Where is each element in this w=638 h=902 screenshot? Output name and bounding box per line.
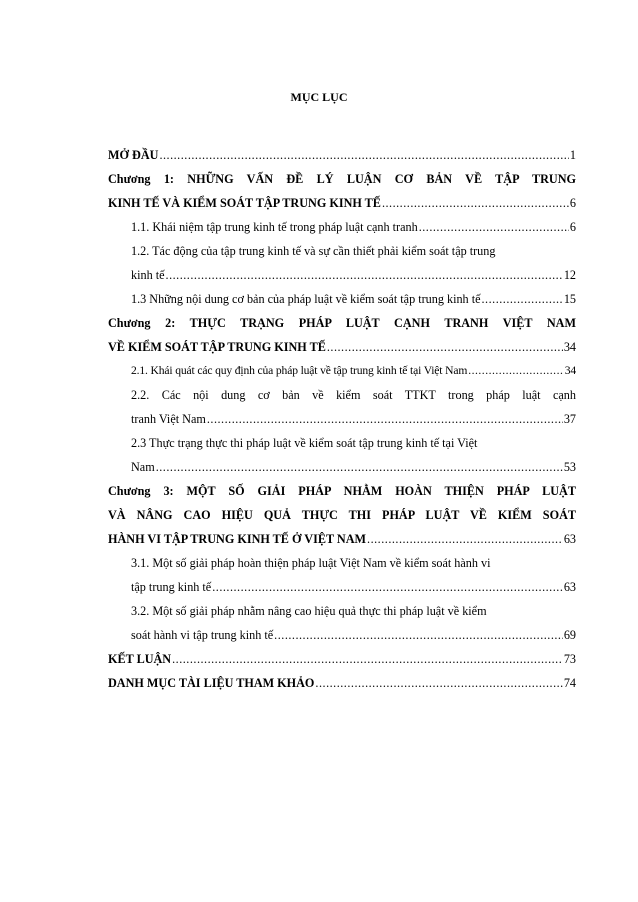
dot-leader xyxy=(382,191,569,215)
toc-section-1-2-line-2[interactable] xyxy=(108,263,576,287)
toc-entry-references[interactable] xyxy=(108,671,576,695)
toc-entry-intro[interactable] xyxy=(108,143,576,167)
toc-entry-label: Nam xyxy=(131,460,155,474)
toc-chapter-3-line-3[interactable] xyxy=(108,527,576,551)
toc-page-number: 74 xyxy=(563,676,576,690)
toc-entry-label: kinh tế xyxy=(131,268,165,282)
toc-section-3-2-line-2[interactable] xyxy=(108,623,576,647)
dot-leader xyxy=(468,359,564,383)
toc-section-2-1[interactable] xyxy=(108,359,576,383)
toc-chapter-3-line-2[interactable]: VÀ NÂNG CAO HIỆU QUẢ THỰC THI PHÁP LUẬT VỀ KIỂM SOÁT xyxy=(108,508,576,522)
toc-page-number: 37 xyxy=(563,412,576,426)
toc-page-number: 6 xyxy=(569,196,576,210)
toc-page-number: 63 xyxy=(563,532,576,546)
toc-section-2-2-line-2[interactable] xyxy=(108,407,576,431)
dot-leader xyxy=(419,215,569,239)
toc-section-3-1-line-1[interactable]: 3.1. Một số giải pháp hoàn thiện pháp luật Việt Nam về kiểm soát hành vi xyxy=(131,556,491,570)
toc-page-number: 69 xyxy=(563,628,576,642)
table-of-contents xyxy=(108,143,576,695)
dot-leader xyxy=(156,455,563,479)
dot-leader xyxy=(159,143,568,167)
toc-entry-label: MỞ ĐẦU xyxy=(108,148,159,162)
toc-entry-label: KẾT LUẬN xyxy=(108,652,172,666)
dot-leader xyxy=(274,623,563,647)
toc-page-number: 34 xyxy=(564,364,576,377)
toc-chapter-2-line-1[interactable]: Chương 2: THỰC TRẠNG PHÁP LUẬT CẠNH TRANH VIỆT NAM xyxy=(108,316,576,330)
dot-leader xyxy=(207,407,563,431)
toc-entry-label: tập trung kinh tế xyxy=(131,580,212,594)
toc-section-2-3-line-1[interactable]: 2.3 Thực trạng thực thi pháp luật về kiểm soát tập trung kinh tế tại Việt xyxy=(131,436,478,450)
dot-leader xyxy=(166,263,563,287)
toc-entry-label: DANH MỤC TÀI LIỆU THAM KHẢO xyxy=(108,676,315,690)
toc-entry-label: 1.1. Khái niệm tập trung kinh tế trong pháp luật cạnh tranh xyxy=(131,220,418,234)
toc-chapter-1-line-2[interactable] xyxy=(108,191,576,215)
toc-entry-label: 2.1. Khái quát các quy định của pháp luật về tập trung kinh tế tại Việt Nam xyxy=(131,364,468,377)
toc-entry-conclusion[interactable] xyxy=(108,647,576,671)
toc-section-1-3[interactable] xyxy=(108,287,576,311)
dot-leader xyxy=(482,287,563,311)
toc-entry-label: HÀNH VI TẬP TRUNG KINH TẾ Ở VIỆT NAM xyxy=(108,532,367,546)
toc-page-number: 73 xyxy=(563,652,576,666)
toc-page-number: 1 xyxy=(569,148,576,162)
toc-section-1-2-line-1[interactable]: 1.2. Tác động của tập trung kinh tế và sự cần thiết phải kiểm soát tập trung xyxy=(131,244,496,258)
page-title: MỤC LỤC xyxy=(290,90,348,104)
dot-leader xyxy=(367,527,563,551)
toc-section-3-1-line-2[interactable] xyxy=(108,575,576,599)
toc-page-number: 15 xyxy=(563,292,576,306)
toc-section-2-2-line-1[interactable]: 2.2. Các nội dung cơ bản về kiểm soát TTKT trong pháp luật cạnh xyxy=(131,388,576,402)
toc-section-1-1[interactable] xyxy=(108,215,576,239)
dot-leader xyxy=(315,671,562,695)
toc-page-number: 6 xyxy=(569,220,576,234)
toc-entry-label: KINH TẾ VÀ KIỂM SOÁT TẬP TRUNG KINH TẾ xyxy=(108,196,381,210)
dot-leader xyxy=(172,647,563,671)
toc-chapter-1-line-1[interactable]: Chương 1: NHỮNG VẤN ĐỀ LÝ LUẬN CƠ BẢN VỀ TẬP TRUNG xyxy=(108,172,576,186)
toc-chapter-3-line-1[interactable]: Chương 3: MỘT SỐ GIẢI PHÁP NHẰM HOÀN THIỆN PHÁP LUẬT xyxy=(108,484,576,498)
toc-chapter-2-line-2[interactable] xyxy=(108,335,576,359)
toc-entry-label: 1.3 Những nội dung cơ bản của pháp luật về kiểm soát tập trung kinh tế xyxy=(131,292,481,306)
toc-entry-label: tranh Việt Nam xyxy=(131,412,206,426)
toc-entry-label: VỀ KIỂM SOÁT TẬP TRUNG KINH TẾ xyxy=(108,340,326,354)
toc-section-2-3-line-2[interactable] xyxy=(108,455,576,479)
toc-page-number: 63 xyxy=(563,580,576,594)
toc-page-number: 34 xyxy=(563,340,576,354)
dot-leader xyxy=(327,335,563,359)
dot-leader xyxy=(212,575,563,599)
toc-page-number: 53 xyxy=(563,460,576,474)
toc-page-number: 12 xyxy=(563,268,576,282)
toc-section-3-2-line-1[interactable]: 3.2. Một số giải pháp nhằm nâng cao hiệu quả thực thi pháp luật về kiểm xyxy=(131,604,487,618)
toc-entry-label: soát hành vi tập trung kinh tế xyxy=(131,628,274,642)
